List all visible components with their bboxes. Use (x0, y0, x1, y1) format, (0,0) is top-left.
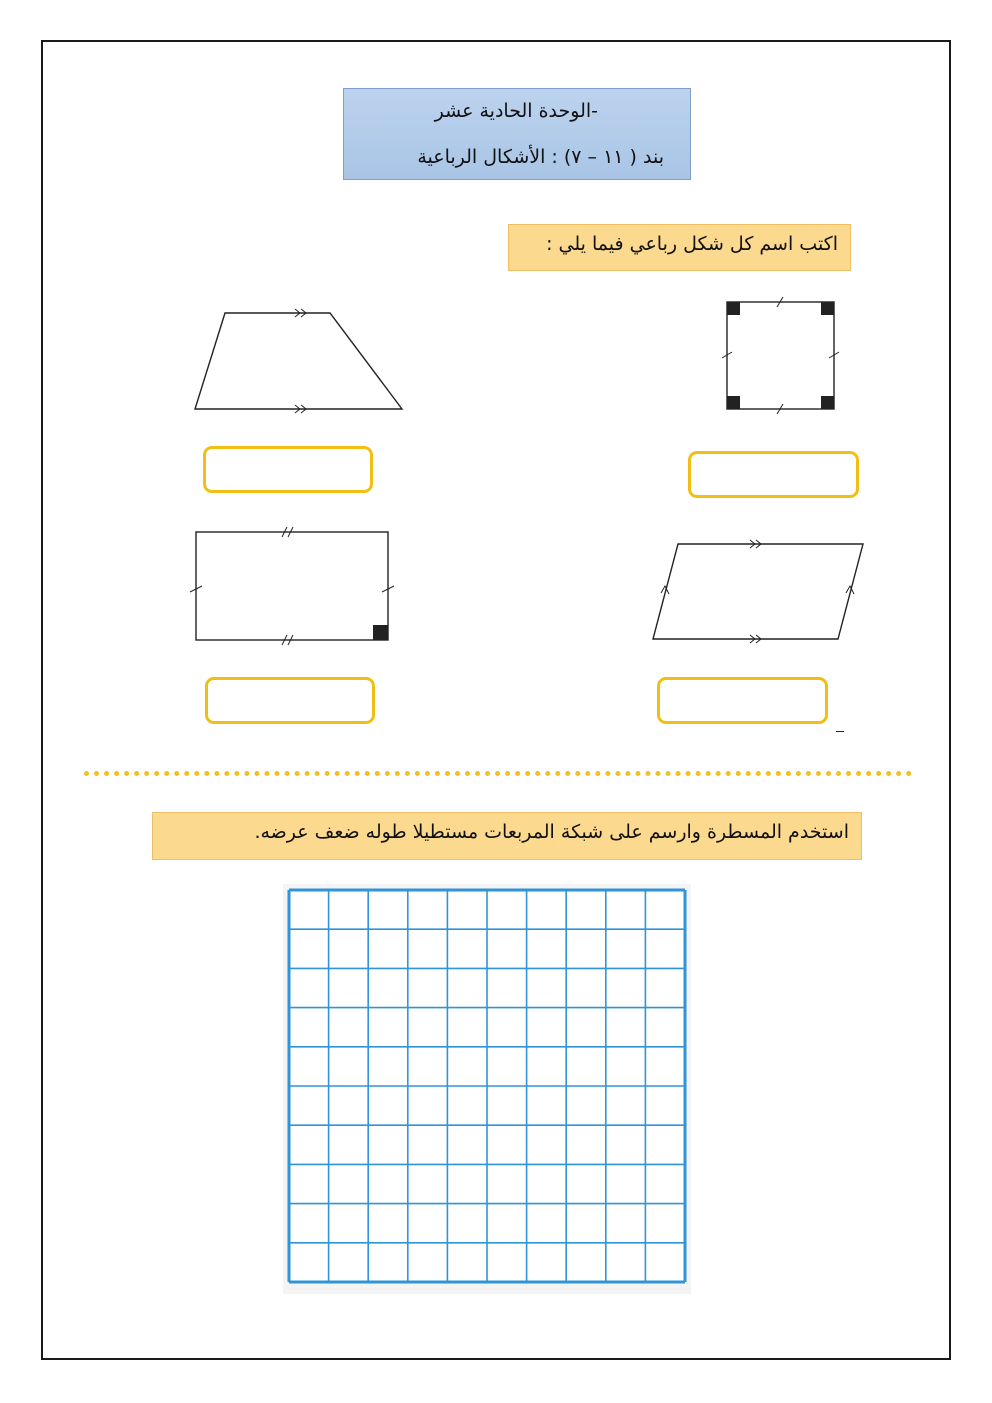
parallelogram-shape (645, 535, 870, 645)
section-separator (84, 771, 912, 776)
instruction-banner-1 (508, 224, 851, 271)
trapezoid-shape (190, 305, 410, 415)
answer-box-trapezoid[interactable] (203, 446, 373, 493)
unit-title-box (343, 88, 691, 180)
answer-box-parallelogram[interactable] (657, 677, 828, 724)
square-shape (720, 295, 842, 417)
trailing-dash (836, 731, 844, 732)
trailing-mark-text: - (831, 715, 837, 731)
answer-box-rectangle[interactable] (205, 677, 375, 724)
instruction-text-1: اكتب اسم كل شكل رباعي فيما يلي : (546, 233, 838, 255)
unit-title: -الوحدة الحادية عشر (434, 100, 598, 122)
grid-svg[interactable] (283, 884, 691, 1294)
instruction-banner-2 (152, 812, 862, 860)
rectangle-shape (185, 522, 400, 652)
section-title: بند ( ١١ – ٧) : الأشكال الرباعية (417, 146, 664, 168)
instruction-text-2: استخدم المسطرة وارسم على شبكة المربعات مستطيلا طوله ضعف عرضه. (254, 821, 849, 843)
answer-box-square[interactable] (688, 451, 859, 498)
square-grid[interactable] (283, 884, 691, 1294)
